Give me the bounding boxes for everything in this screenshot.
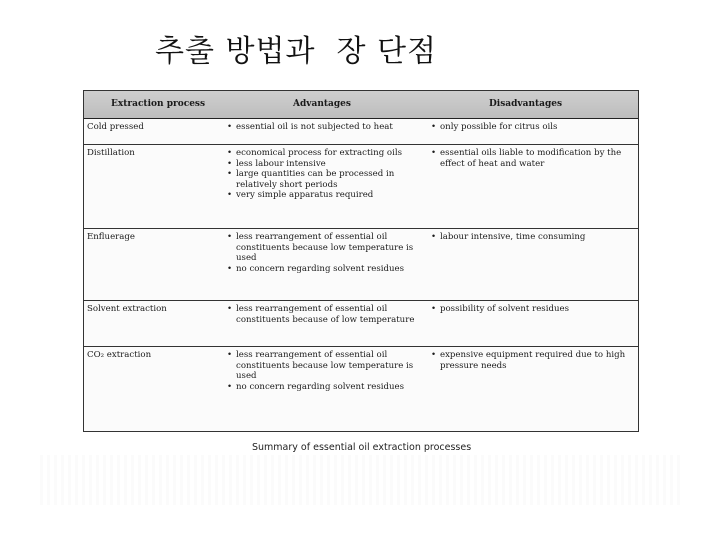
process-cell: Enfluerage	[83, 229, 223, 301]
advantages-cell	[223, 145, 427, 229]
process-cell: Solvent extraction	[83, 301, 223, 347]
scan-noise	[40, 455, 680, 505]
table-header-row	[83, 90, 639, 119]
list-item: • less rearrangement of essential oil constituents because low temperature is used	[227, 350, 423, 382]
list-item: • no concern regarding solvent residues	[227, 264, 423, 275]
table-row	[83, 229, 639, 301]
list-item: • essential oil is not subjected to heat	[227, 122, 423, 133]
table-row	[83, 145, 639, 229]
list-item: • expensive equipment required due to high pressure needs	[431, 350, 635, 371]
advantages-cell	[223, 347, 427, 433]
table-row	[83, 119, 639, 145]
table-caption: Summary of essential oil extraction processes	[252, 442, 472, 453]
list-item: • less rearrangement of essential oil constituents because of low temperature	[227, 304, 423, 325]
advantages-cell	[223, 119, 427, 145]
disadvantages-cell	[427, 145, 639, 229]
advantages-cell	[223, 301, 427, 347]
list-item: • only possible for citrus oils	[431, 122, 635, 133]
advantages-cell	[223, 229, 427, 301]
list-item: • labour intensive, time consuming	[431, 232, 635, 243]
table-row	[83, 301, 639, 347]
process-cell: Cold pressed	[87, 122, 144, 132]
process-cell: Distillation	[83, 145, 223, 229]
list-item: • very simple apparatus required	[227, 190, 423, 201]
table-row	[83, 347, 639, 433]
disadvantages-cell	[427, 347, 639, 433]
process-cell: CO₂ extraction	[83, 347, 223, 433]
extraction-summary-table	[83, 90, 639, 433]
disadvantages-cell	[427, 119, 639, 145]
disadvantages-cell	[427, 229, 639, 301]
list-item: • no concern regarding solvent residues	[227, 382, 423, 393]
list-item: • essential oils liable to modification by the effect of heat and water	[431, 148, 635, 169]
list-item: • less labour intensive	[227, 159, 423, 170]
disadvantages-cell	[427, 301, 639, 347]
list-item: • possibility of solvent residues	[431, 304, 635, 315]
slide-title: 추출 방법과 장 단점	[155, 34, 437, 69]
header-process: Extraction process	[83, 90, 223, 119]
list-item: • less rearrangement of essential oil constituents because low temperature is used	[227, 232, 423, 264]
list-item: • economical process for extracting oils	[227, 148, 423, 159]
header-disadvantages: Disadvantages	[427, 90, 639, 119]
list-item: • large quantities can be processed in relatively short periods	[227, 169, 423, 190]
header-advantages: Advantages	[223, 90, 427, 119]
